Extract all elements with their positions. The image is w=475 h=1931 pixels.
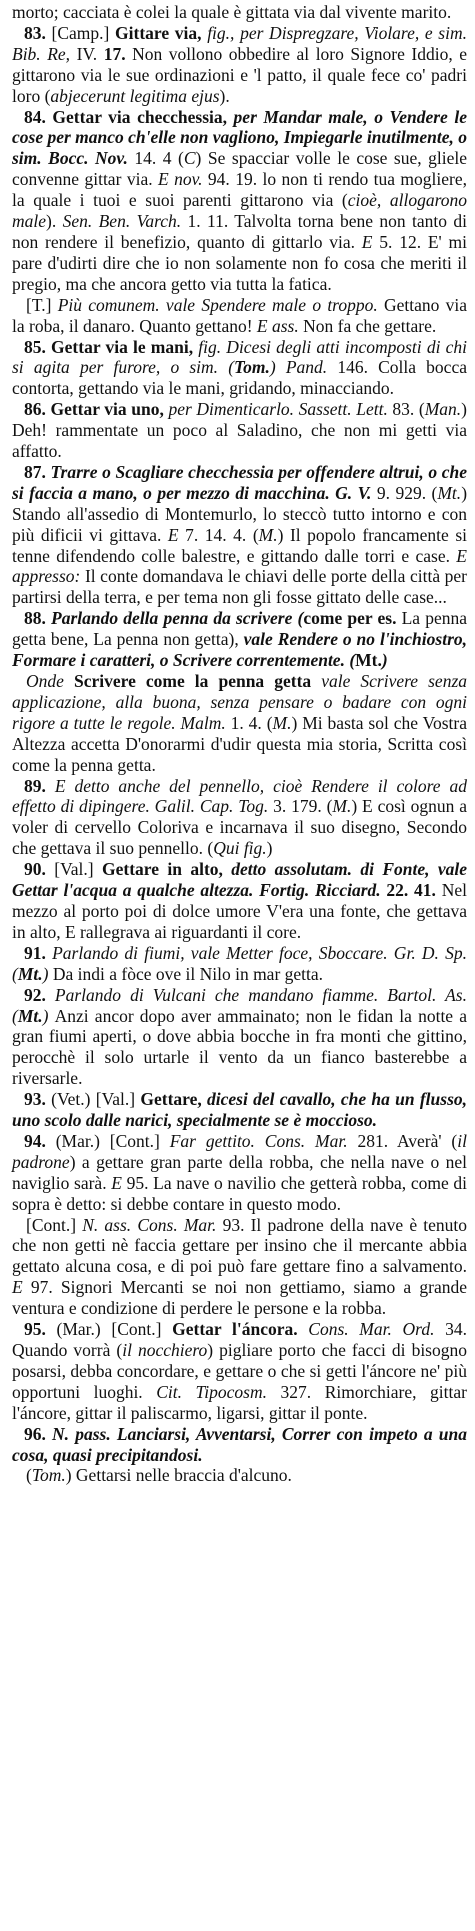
entry-text: (Mar.) [Cont.] (56, 1319, 173, 1340)
entry-text: Più comunem. vale Spendere male o troppo. (57, 294, 384, 315)
dictionary-entry (12, 1424, 467, 1466)
dictionary-entry (12, 2, 467, 23)
entry-heading-text: 96. (24, 1423, 53, 1444)
dictionary-entry (12, 337, 467, 400)
entry-heading-text: 17. (103, 43, 133, 64)
entry-text: ) Mi basta sol che Vostra Altezza accetta D'onorarmi d'udir questa mia storia, Scritta così come la penna getta. (12, 712, 468, 775)
entry-heading-text: Scrivere come la penna getta (73, 671, 322, 691)
dictionary-entry (12, 1215, 467, 1320)
entry-text: E (361, 231, 380, 252)
entry-text: 7. 14. 4. ( (185, 524, 259, 545)
dictionary-entry (12, 671, 467, 776)
entry-heading-text: Gettar l'áncora. (172, 1319, 309, 1340)
entry-text: IV. (76, 43, 104, 64)
entry-text: 93. Il padrone della nave è tenuto che non getti nè faccia gettare per insino che il mercante abbia gettato alcuna cosa, e di poi può fare gettare fino a salvamento. (12, 1214, 467, 1277)
entry-heading-text: Parlando della penna da scrivere ( (51, 608, 304, 629)
entry-heading-text: Tom. (234, 357, 270, 378)
entry-text: Gettano via la roba, il danaro. Quanto gettano! (12, 294, 468, 336)
entry-text: 146. Colla bocca contorta, gettando via le mani, gridando, minacciando. (12, 357, 467, 399)
entry-heading-text: Gittare via, (115, 22, 208, 43)
entry-heading-text: 94. (24, 1130, 56, 1151)
entry-heading-text: 89. (24, 775, 55, 796)
entry-text: 14. 4 ( (134, 148, 184, 169)
entry-text: Parlando di fiumi, vale Metter foce, Sboccare. Gr. D. Sp. ( (12, 942, 468, 984)
entry-text: ( (26, 1465, 32, 1486)
entry-text: 95. La nave o navilio che getterà robba, come di sopra è detto: si debbe contare in questo modo. (12, 1172, 467, 1214)
entry-text: ) Il popolo francamente si tenne difendendo colle balestre, e gittando dalle torri e case. (12, 524, 467, 566)
entry-text: 3. 179. ( (273, 796, 333, 817)
dictionary-entry (12, 943, 467, 985)
entry-text: ) (42, 1005, 55, 1026)
entry-heading-text: 91. (24, 942, 53, 963)
entry-text: 281. Averà' ( (357, 1130, 458, 1151)
entry-text: 9. 929. ( (376, 482, 438, 503)
entry-heading-text: 85. Gettar via le mani, (24, 336, 199, 357)
entry-text: Onde (26, 671, 74, 691)
entry-text: 327. Rimorchiare, gittar l'áncore, gittar il paliscarmo, ligarsi, gittar il ponte. (12, 1381, 467, 1423)
entry-text: Da indi a fòce ove il Nilo in mar getta. (52, 963, 324, 984)
entry-heading-text: 84. Gettar via checchessia, (24, 106, 234, 127)
entry-text: il nocchiero (122, 1340, 208, 1360)
entry-heading-text: Mt. (355, 650, 382, 671)
dictionary-entry (12, 295, 467, 337)
dictionary-entry (12, 1465, 467, 1486)
entry-text: 94. 19. lo non ti rendo tua mogliere, la quale i tuoi e suoi parenti gittarono via ( (12, 169, 467, 211)
entry-text: per Dimenticarlo. Sassett. Lett. (168, 399, 393, 420)
dictionary-entry (12, 608, 467, 671)
entry-heading-text: 83. (24, 22, 52, 43)
entry-text: E detto anche del pennello, cioè Rendere il colore ad effetto di dipingere. Galil. Cap. Tog. (12, 775, 468, 817)
entry-text: Mt. (437, 482, 462, 503)
entry-heading-text: come per es. (303, 608, 402, 629)
dictionary-entry (12, 462, 467, 608)
entry-text: fig., per Dispregzare, Violare, e sim. Bib. Re, (12, 22, 467, 64)
entry-text: [Camp.] (51, 22, 116, 43)
entry-text: Non vollono obbedire al loro Signore Iddio, e gittarono via le sue ordinazioni e 'l patto, il quale fece co' padri loro ( (12, 43, 467, 106)
entry-heading-text: dicesi del cavallo, che ha un flusso, uno scolo dalle narici, specialmente se è moccioso. (12, 1089, 468, 1131)
entry-text: Cit. Tipocosm. (156, 1381, 281, 1402)
entry-text: 1. 4. ( (230, 712, 273, 733)
entry-heading-text: Mt. (17, 1005, 43, 1026)
entry-text: Tom. (31, 1465, 66, 1486)
entry-heading-text: per Mandar male, o Vendere le cose per manco ch'elle non vagliono, Impiegarle inutilmente, o sim. Bocc. Nov. (12, 106, 467, 169)
entry-text: abjecerunt legitima ejus (50, 85, 220, 106)
entry-heading-text: Trarre o Scagliare checchessia per offendere altrui, o che si faccia a mano, o per mezzo di macchina. G. V. (12, 461, 468, 503)
entry-text: E (167, 524, 186, 545)
entry-heading-text: 92. (24, 984, 55, 1005)
entry-text: ) Se spacciar volle le cose sue, gliele convenne gittar via. (12, 148, 468, 190)
entry-text: Non fa che gettare. (303, 315, 437, 336)
entry-text: Nel mezzo al porto poi di dolce umore V'era una fonte, che gettava in alto, E rallegrava ai riguardanti il core. (12, 880, 467, 942)
dictionary-entry (12, 107, 467, 295)
entry-text: ) a gettare gran parte della robba, che nella nave o nel naviglio sarà. (12, 1151, 467, 1193)
entry-text: 34. Quando vorrà ( (12, 1319, 467, 1360)
entry-heading-text: detto assolutam. di Fonte, vale Gettar l'acqua a qualche altezza. Fortig. Ricciard. (12, 859, 467, 901)
entry-heading-text: 88. (24, 608, 52, 629)
entry-text: Anzi ancor dopo aver ammainato; non le fidan la notte a gran fiumi aperti, o dove abbia bocche in fra monti che gittino, perocchè il solo urtarle il vento da un fianco basterebbe a riversarle. (12, 1005, 467, 1089)
entry-text: N. ass. Cons. Mar. (82, 1214, 223, 1235)
entry-text: (Mar.) [Cont.] (55, 1130, 170, 1151)
dictionary-entry (12, 1131, 467, 1215)
entry-text: ) E così ognun a voler di cervello Coloriva e incarnava il suo disegno, Secondo che gettava il suo pennello. ( (12, 796, 467, 859)
entry-text: 97. Signori Mercanti se noi non gettiamo, siamo a grande ventura e condizione di perdere le persone e la robba. (12, 1277, 467, 1319)
entry-text: Sen. Ben. Varch. (62, 211, 188, 232)
entry-text: C (183, 148, 196, 169)
entry-heading-text: 90. (24, 859, 55, 880)
entry-text: ). (219, 85, 230, 106)
entry-text: vale Scrivere senza applicazione, alla buona, senza pensare o badare con ogni rigore a tutte le regole. Malm. (12, 671, 468, 733)
entry-text: morto; cacciata è colei la quale è gittata via dal vivente marito. (12, 2, 452, 22)
entry-text: Il conte domandava le chiavi delle porte della città per partirsi della terra, e per tema non gli fosse gittato delle case... (12, 566, 467, 608)
entry-text: ) Stando all'assedio di Montemurlo, lo steccò tutto intorno e con più dificii vi gittava. (12, 482, 468, 545)
entry-text: Man. (424, 399, 462, 420)
entry-heading-text: Gettare in alto, (101, 859, 232, 880)
entry-heading-text: vale Rendere o no l'inchiostro, Formare i caratteri, o Scrivere correntemente. ( (12, 629, 468, 671)
entry-heading-text: 86. Gettar via uno, (24, 399, 169, 420)
entry-text: E (12, 1277, 31, 1298)
entry-text: E appresso: (12, 545, 467, 587)
entry-heading-text: 93. (24, 1089, 52, 1110)
entry-text: Cons. Mar. Ord. (308, 1319, 446, 1340)
entry-heading-text: N. pass. Lanciarsi, Avventarsi, Correr con impeto a una cosa, quasi precipitandosi. (12, 1423, 467, 1465)
dictionary-entry (12, 23, 467, 107)
entry-text: Far gettito. Cons. Mar. (169, 1130, 358, 1151)
entry-heading-text: Gettare, (140, 1089, 208, 1110)
entry-text: [Val.] (54, 859, 102, 880)
entry-text: ) (42, 963, 53, 984)
entry-text: ) (266, 838, 273, 859)
dictionary-entry (12, 776, 467, 860)
entry-text: (Vet.) [Val.] (51, 1089, 141, 1110)
entry-text: 1. 11. Talvolta torna bene non tanto di non rendere il benefizio, quanto di gittarlo via. (12, 211, 468, 252)
entry-text: Parlando di Vulcani che mandano fiamme. Bartol. As. ( (12, 984, 467, 1026)
entry-text: E nov. (158, 169, 208, 190)
entry-heading-text: 22. 41. (386, 880, 442, 901)
dictionary-entry (12, 1319, 467, 1424)
entry-text: ). (46, 211, 63, 232)
entry-heading-text: Mt. (17, 963, 43, 984)
entry-text: fig. Dicesi degli atti incomposti di chi si agita per furore, o sim. ( (12, 336, 467, 378)
entry-text: ) Gettarsi nelle braccia d'alcuno. (65, 1465, 292, 1486)
entry-text: Qui fig. (213, 838, 267, 859)
entry-text: ) Deh! rammentate un poco al Saladino, che non mi getti via affatto. (12, 399, 467, 462)
entry-text: M. (258, 524, 278, 545)
entry-text: La penna getta bene, La penna non getta), (12, 608, 468, 650)
dictionary-entry (12, 859, 467, 943)
entry-text: il padrone (12, 1130, 467, 1172)
entry-text: M. (332, 796, 352, 817)
entry-heading-text: ) (381, 650, 388, 671)
entry-text: ) pigliare porto che facci di bisogno posarsi, debba concordare, e gettare o che si getti l'áncore ne' più opportuni luoghi. (12, 1340, 467, 1402)
entry-text: E (111, 1172, 127, 1193)
entry-text: [Cont.] (26, 1214, 83, 1235)
dictionary-entry (12, 399, 467, 462)
entry-text: 83. ( (392, 399, 425, 420)
entry-text: 5. 12. E' mi pare d'udirti dire che io non solamente non fo cosa che meriti il pregio, ma che ancora getto via tutta la fatica. (12, 231, 467, 294)
dictionary-entry (12, 1089, 467, 1131)
entry-text: [T.] (26, 294, 58, 315)
entry-heading-text: 87. (24, 461, 51, 482)
entry-heading-text: 95. (24, 1319, 57, 1340)
entry-text: ) Pand. (269, 357, 338, 378)
entry-text: cioè, allogarono male (12, 190, 467, 232)
dictionary-entry (12, 985, 467, 1090)
entry-text: M. (272, 712, 292, 733)
entry-text: E ass. (256, 315, 304, 336)
